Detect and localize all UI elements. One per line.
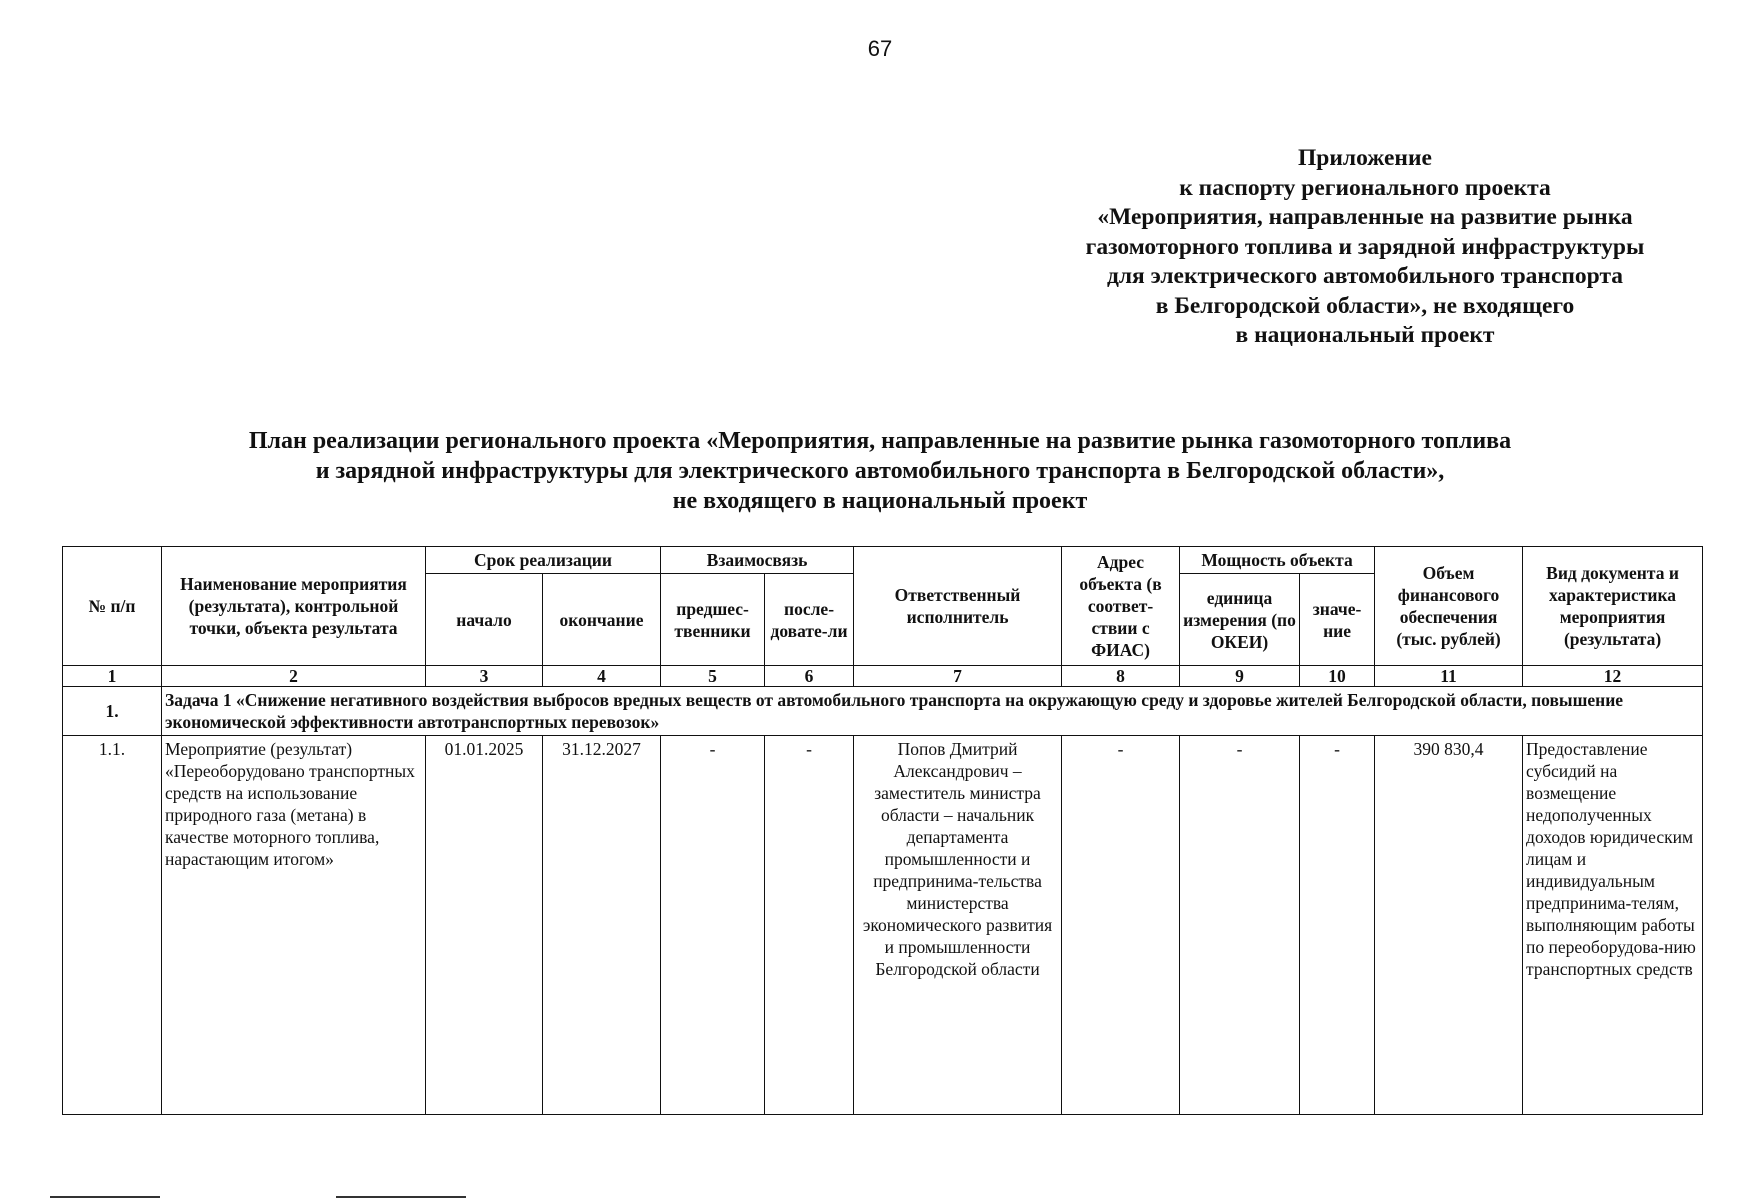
header-capacity-unit: единица измерения (по ОКЕИ)	[1180, 574, 1300, 666]
column-number: 9	[1180, 666, 1300, 687]
appendix-line: в Белгородской области», не входящего	[1155, 292, 1575, 319]
row-num: 1.1.	[63, 736, 162, 1115]
row-value: -	[1300, 736, 1375, 1115]
column-number: 1	[63, 666, 162, 687]
row-next: -	[765, 736, 854, 1115]
row-address: -	[1062, 736, 1180, 1115]
row-doc-type: Предоставление субсидий на возмещение недополученных доходов юридическим лицам и индивидуальным предпринима-телям, выполняющим работы по переоборудова-нию транспортных средств	[1523, 736, 1703, 1115]
column-number: 8	[1062, 666, 1180, 687]
appendix-line: «Мероприятия, направленные на развитие рынка	[1097, 204, 1633, 230]
plan-title	[0, 426, 1760, 516]
header-executor: Ответственный исполнитель	[854, 547, 1062, 666]
header-capacity-value: значе-ние	[1300, 574, 1375, 666]
header-doc-type: Вид документа и характеристика мероприятия (результата)	[1523, 547, 1703, 666]
row-unit: -	[1180, 736, 1300, 1115]
column-number: 11	[1375, 666, 1523, 687]
column-number: 3	[426, 666, 543, 687]
column-number: 4	[543, 666, 661, 687]
header-capacity: Мощность объекта	[1180, 547, 1375, 574]
row-funding: 390 830,4	[1375, 736, 1523, 1115]
row-end: 31.12.2027	[543, 736, 661, 1115]
row-prev: -	[661, 736, 765, 1115]
header-num: № п/п	[63, 547, 162, 666]
plan-title-line: План реализации регионального проекта «Мероприятия, направленные на развитие рынка газомоторного топлива	[248, 428, 1512, 454]
row-start: 01.01.2025	[426, 736, 543, 1115]
appendix-line: газомоторного топлива и зарядной инфраструктуры	[1085, 233, 1645, 260]
plan-title-line: и зарядной инфраструктуры для электрического автомобильного транспорта в Белгородской области»,	[315, 458, 1445, 484]
plan-title-line: не входящего в национальный проект	[672, 488, 1088, 514]
appendix-line: для электрического автомобильного транспорта	[1106, 263, 1624, 289]
column-number: 5	[661, 666, 765, 687]
scan-edge-mark	[336, 1196, 466, 1198]
column-number: 10	[1300, 666, 1375, 687]
appendix-line: Приложение	[1298, 145, 1432, 171]
appendix-line: в национальный проект	[1235, 322, 1495, 348]
header-period-end: окончание	[543, 574, 661, 666]
column-number: 12	[1523, 666, 1703, 687]
header-period: Срок реализации	[426, 547, 661, 574]
page-number: 67	[867, 36, 893, 61]
task-number: 1.	[63, 687, 162, 736]
implementation-plan-table	[62, 546, 1703, 1115]
header-link-prev: предшес-твенники	[661, 574, 765, 666]
header-period-start: начало	[426, 574, 543, 666]
scan-edge-mark	[50, 1196, 160, 1198]
row-name: Мероприятие (результат) «Переоборудовано транспортных средств на использование природного газа (метана) в качестве моторного топлива, нарастающим итогом»	[162, 736, 426, 1115]
column-number: 2	[162, 666, 426, 687]
table-row	[63, 736, 1703, 1115]
header-link-next: после-довате-ли	[765, 574, 854, 666]
column-number: 6	[765, 666, 854, 687]
header-address: Адрес объекта (в соответ-ствии с ФИАС)	[1062, 547, 1180, 666]
task-text: Задача 1 «Снижение негативного воздействия выбросов вредных веществ от автомобильного транспорта на окружающую среду и здоровье жителей Белгородской области, повышение экономической эффективности автотранспортных перевозок»	[162, 687, 1703, 736]
column-number: 7	[854, 666, 1062, 687]
header-name: Наименование мероприятия (результата), контрольной точки, объекта результата	[162, 547, 426, 666]
header-funding: Объем финансового обеспечения (тыс. рублей)	[1375, 547, 1523, 666]
header-link: Взаимосвязь	[661, 547, 854, 574]
appendix-header	[1030, 144, 1700, 351]
row-executor: Попов Дмитрий Александрович – заместитель министра области – начальник департамента промышленности и предпринима-тельства министерства экономического развития и промышленности Белгородской области	[854, 736, 1062, 1115]
appendix-line: к паспорту регионального проекта	[1179, 174, 1551, 201]
